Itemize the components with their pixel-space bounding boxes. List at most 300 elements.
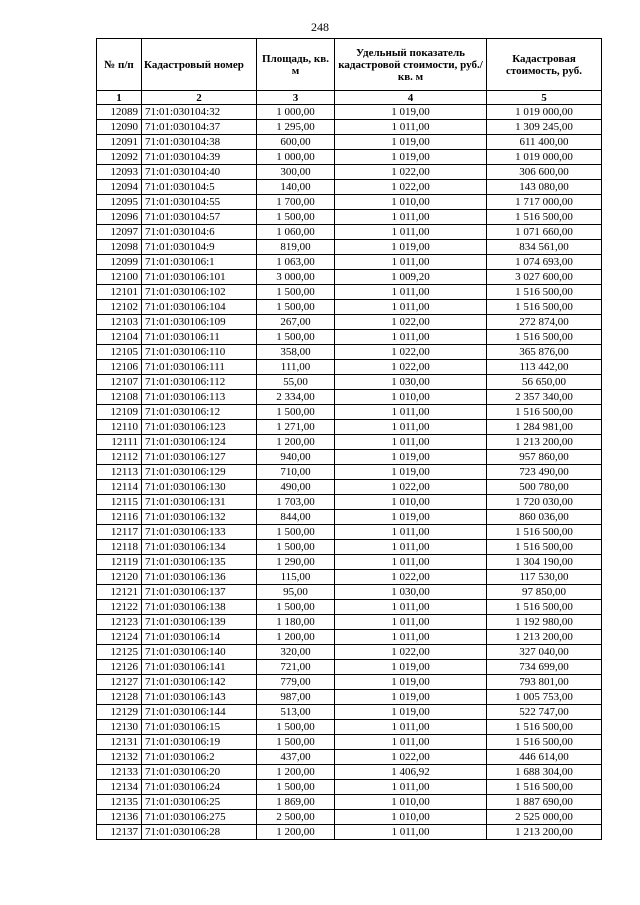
cell-cadastral-number: 71:01:030106:133 (142, 525, 257, 540)
cell-unit-rate: 1 010,00 (335, 390, 487, 405)
cell-area: 779,00 (257, 675, 335, 690)
cell-cadastral-value: 957 860,00 (487, 450, 602, 465)
cadastral-table (96, 38, 602, 840)
cell-index: 12131 (97, 735, 142, 750)
cell-index: 12098 (97, 240, 142, 255)
cell-cadastral-value: 1 516 500,00 (487, 525, 602, 540)
cell-index: 12117 (97, 525, 142, 540)
cell-unit-rate: 1 011,00 (335, 285, 487, 300)
page-number: 248 (311, 20, 329, 34)
cell-unit-rate: 1 011,00 (335, 255, 487, 270)
header-area: Площадь, кв. м (257, 39, 335, 91)
cell-unit-rate: 1 011,00 (335, 780, 487, 795)
cell-cadastral-number: 71:01:030106:28 (142, 825, 257, 840)
table-row (97, 645, 602, 660)
cell-unit-rate: 1 406,92 (335, 765, 487, 780)
cell-unit-rate: 1 022,00 (335, 750, 487, 765)
table-row (97, 705, 602, 720)
cell-area: 1 500,00 (257, 735, 335, 750)
cell-index: 12134 (97, 780, 142, 795)
cell-cadastral-number: 71:01:030104:57 (142, 210, 257, 225)
cell-unit-rate: 1 019,00 (335, 105, 487, 120)
cell-unit-rate: 1 011,00 (335, 615, 487, 630)
cell-area: 2 500,00 (257, 810, 335, 825)
cell-index: 12121 (97, 585, 142, 600)
cell-index: 12100 (97, 270, 142, 285)
cell-index: 12118 (97, 540, 142, 555)
cell-area: 1 200,00 (257, 765, 335, 780)
cell-unit-rate: 1 030,00 (335, 585, 487, 600)
cell-area: 1 500,00 (257, 405, 335, 420)
cell-unit-rate: 1 019,00 (335, 135, 487, 150)
cell-unit-rate: 1 019,00 (335, 150, 487, 165)
cell-cadastral-number: 71:01:030106:112 (142, 375, 257, 390)
cell-cadastral-value: 272 874,00 (487, 315, 602, 330)
column-number-row (97, 91, 602, 105)
cell-index: 12122 (97, 600, 142, 615)
table-row (97, 750, 602, 765)
cell-index: 12133 (97, 765, 142, 780)
cell-cadastral-value: 306 600,00 (487, 165, 602, 180)
cell-cadastral-value: 143 080,00 (487, 180, 602, 195)
cell-cadastral-value: 97 850,00 (487, 585, 602, 600)
cell-area: 320,00 (257, 645, 335, 660)
table-row (97, 795, 602, 810)
cell-area: 115,00 (257, 570, 335, 585)
cell-cadastral-number: 71:01:030104:55 (142, 195, 257, 210)
cell-cadastral-value: 1 516 500,00 (487, 780, 602, 795)
cell-area: 721,00 (257, 660, 335, 675)
cell-area: 1 500,00 (257, 285, 335, 300)
table-row (97, 135, 602, 150)
cell-cadastral-number: 71:01:030106:109 (142, 315, 257, 330)
cell-cadastral-value: 117 530,00 (487, 570, 602, 585)
cell-area: 1 500,00 (257, 330, 335, 345)
table-row (97, 465, 602, 480)
cell-cadastral-value: 1 516 500,00 (487, 405, 602, 420)
cell-cadastral-value: 1 019 000,00 (487, 105, 602, 120)
cell-cadastral-value: 1 074 693,00 (487, 255, 602, 270)
cell-cadastral-number: 71:01:030104:38 (142, 135, 257, 150)
cell-cadastral-value: 113 442,00 (487, 360, 602, 375)
cell-unit-rate: 1 019,00 (335, 660, 487, 675)
header-cadastral-value: Кадастровая стоимость, руб. (487, 39, 602, 91)
cell-cadastral-value: 1 717 000,00 (487, 195, 602, 210)
cell-index: 12116 (97, 510, 142, 525)
cell-cadastral-number: 71:01:030106:110 (142, 345, 257, 360)
cell-area: 940,00 (257, 450, 335, 465)
table-row (97, 240, 602, 255)
cell-unit-rate: 1 011,00 (335, 330, 487, 345)
cell-cadastral-value: 1 516 500,00 (487, 720, 602, 735)
cell-index: 12110 (97, 420, 142, 435)
table-row (97, 600, 602, 615)
table-row (97, 660, 602, 675)
cell-area: 987,00 (257, 690, 335, 705)
cell-cadastral-number: 71:01:030104:9 (142, 240, 257, 255)
cell-area: 513,00 (257, 705, 335, 720)
cell-cadastral-number: 71:01:030106:139 (142, 615, 257, 630)
cell-index: 12091 (97, 135, 142, 150)
cell-cadastral-value: 2 357 340,00 (487, 390, 602, 405)
cell-index: 12103 (97, 315, 142, 330)
table-row (97, 105, 602, 120)
cell-index: 12115 (97, 495, 142, 510)
cell-unit-rate: 1 011,00 (335, 735, 487, 750)
cell-cadastral-value: 2 525 000,00 (487, 810, 602, 825)
cell-cadastral-value: 1 887 690,00 (487, 795, 602, 810)
table-row (97, 330, 602, 345)
cell-cadastral-number: 71:01:030106:141 (142, 660, 257, 675)
cell-unit-rate: 1 019,00 (335, 510, 487, 525)
table-row (97, 165, 602, 180)
cell-area: 1 869,00 (257, 795, 335, 810)
cell-unit-rate: 1 022,00 (335, 345, 487, 360)
cell-index: 12101 (97, 285, 142, 300)
cell-unit-rate: 1 010,00 (335, 195, 487, 210)
cell-area: 55,00 (257, 375, 335, 390)
table-row (97, 270, 602, 285)
table-body (97, 105, 602, 840)
cell-unit-rate: 1 019,00 (335, 450, 487, 465)
cell-unit-rate: 1 011,00 (335, 405, 487, 420)
cell-area: 1 060,00 (257, 225, 335, 240)
cell-unit-rate: 1 019,00 (335, 690, 487, 705)
cell-unit-rate: 1 022,00 (335, 180, 487, 195)
cell-area: 1 200,00 (257, 825, 335, 840)
cell-area: 490,00 (257, 480, 335, 495)
column-number: 3 (257, 91, 335, 105)
table-row (97, 180, 602, 195)
cell-unit-rate: 1 019,00 (335, 465, 487, 480)
cell-index: 12112 (97, 450, 142, 465)
table-row (97, 390, 602, 405)
header-index: № п/п (97, 39, 142, 91)
cell-cadastral-number: 71:01:030106:101 (142, 270, 257, 285)
cell-index: 12090 (97, 120, 142, 135)
table-row (97, 630, 602, 645)
table-row (97, 570, 602, 585)
cell-cadastral-value: 1 192 980,00 (487, 615, 602, 630)
cell-area: 1 500,00 (257, 210, 335, 225)
table-row (97, 405, 602, 420)
cell-unit-rate: 1 011,00 (335, 300, 487, 315)
cell-cadastral-number: 71:01:030106:124 (142, 435, 257, 450)
table-row (97, 810, 602, 825)
cell-unit-rate: 1 011,00 (335, 600, 487, 615)
cell-unit-rate: 1 010,00 (335, 495, 487, 510)
cell-cadastral-number: 71:01:030106:132 (142, 510, 257, 525)
cell-cadastral-value: 522 747,00 (487, 705, 602, 720)
cell-unit-rate: 1 011,00 (335, 555, 487, 570)
cell-unit-rate: 1 011,00 (335, 825, 487, 840)
cell-cadastral-number: 71:01:030104:6 (142, 225, 257, 240)
cell-cadastral-number: 71:01:030106:24 (142, 780, 257, 795)
cell-unit-rate: 1 011,00 (335, 420, 487, 435)
cell-cadastral-value: 1 516 500,00 (487, 540, 602, 555)
cell-index: 12097 (97, 225, 142, 240)
table-row (97, 210, 602, 225)
cell-cadastral-number: 71:01:030106:15 (142, 720, 257, 735)
cell-area: 1 000,00 (257, 150, 335, 165)
cell-index: 12136 (97, 810, 142, 825)
cell-cadastral-number: 71:01:030106:123 (142, 420, 257, 435)
table-row (97, 690, 602, 705)
column-number: 1 (97, 91, 142, 105)
cell-index: 12108 (97, 390, 142, 405)
table-row (97, 285, 602, 300)
cell-index: 12089 (97, 105, 142, 120)
table-row (97, 765, 602, 780)
cell-index: 12093 (97, 165, 142, 180)
cell-cadastral-value: 1 284 981,00 (487, 420, 602, 435)
cell-cadastral-number: 71:01:030106:25 (142, 795, 257, 810)
cell-unit-rate: 1 011,00 (335, 225, 487, 240)
cell-unit-rate: 1 022,00 (335, 570, 487, 585)
cell-cadastral-number: 71:01:030106:19 (142, 735, 257, 750)
cell-cadastral-number: 71:01:030104:5 (142, 180, 257, 195)
cell-cadastral-value: 1 516 500,00 (487, 735, 602, 750)
cell-area: 1 063,00 (257, 255, 335, 270)
cell-index: 12135 (97, 795, 142, 810)
table-row (97, 195, 602, 210)
cell-cadastral-number: 71:01:030106:144 (142, 705, 257, 720)
cell-index: 12120 (97, 570, 142, 585)
cell-index: 12132 (97, 750, 142, 765)
cell-unit-rate: 1 019,00 (335, 675, 487, 690)
cell-cadastral-number: 71:01:030106:111 (142, 360, 257, 375)
cell-index: 12126 (97, 660, 142, 675)
cell-cadastral-number: 71:01:030106:2 (142, 750, 257, 765)
cell-cadastral-value: 1 516 500,00 (487, 330, 602, 345)
cell-cadastral-number: 71:01:030106:131 (142, 495, 257, 510)
cell-cadastral-number: 71:01:030106:127 (142, 450, 257, 465)
cell-unit-rate: 1 011,00 (335, 525, 487, 540)
cell-unit-rate: 1 022,00 (335, 480, 487, 495)
cell-area: 140,00 (257, 180, 335, 195)
cell-cadastral-value: 1 688 304,00 (487, 765, 602, 780)
cell-cadastral-number: 71:01:030106:140 (142, 645, 257, 660)
cell-index: 12125 (97, 645, 142, 660)
cell-cadastral-number: 71:01:030106:136 (142, 570, 257, 585)
cell-cadastral-number: 71:01:030104:37 (142, 120, 257, 135)
cell-cadastral-number: 71:01:030106:11 (142, 330, 257, 345)
cell-cadastral-value: 500 780,00 (487, 480, 602, 495)
cell-index: 12114 (97, 480, 142, 495)
cell-cadastral-number: 71:01:030106:104 (142, 300, 257, 315)
table-row (97, 495, 602, 510)
cell-area: 1 295,00 (257, 120, 335, 135)
cell-cadastral-value: 723 490,00 (487, 465, 602, 480)
cell-cadastral-value: 365 876,00 (487, 345, 602, 360)
cell-cadastral-number: 71:01:030106:134 (142, 540, 257, 555)
cell-unit-rate: 1 009,20 (335, 270, 487, 285)
cell-cadastral-value: 1 304 190,00 (487, 555, 602, 570)
cell-cadastral-number: 71:01:030106:130 (142, 480, 257, 495)
cell-index: 12107 (97, 375, 142, 390)
header-cadastral-number: Кадастровый номер (142, 39, 257, 91)
cell-unit-rate: 1 022,00 (335, 165, 487, 180)
cell-area: 2 334,00 (257, 390, 335, 405)
cell-unit-rate: 1 011,00 (335, 210, 487, 225)
cell-area: 1 500,00 (257, 720, 335, 735)
cell-area: 267,00 (257, 315, 335, 330)
cell-index: 12105 (97, 345, 142, 360)
cell-unit-rate: 1 019,00 (335, 240, 487, 255)
cell-index: 12096 (97, 210, 142, 225)
column-number: 4 (335, 91, 487, 105)
cell-cadastral-value: 1 516 500,00 (487, 600, 602, 615)
cell-unit-rate: 1 011,00 (335, 630, 487, 645)
cell-index: 12109 (97, 405, 142, 420)
table-row (97, 450, 602, 465)
cell-area: 600,00 (257, 135, 335, 150)
cell-unit-rate: 1 010,00 (335, 810, 487, 825)
cell-cadastral-value: 734 699,00 (487, 660, 602, 675)
cell-unit-rate: 1 011,00 (335, 720, 487, 735)
cell-area: 1 271,00 (257, 420, 335, 435)
column-number: 5 (487, 91, 602, 105)
cell-cadastral-number: 71:01:030106:12 (142, 405, 257, 420)
table-row (97, 555, 602, 570)
cell-index: 12111 (97, 435, 142, 450)
cell-cadastral-value: 611 400,00 (487, 135, 602, 150)
cell-index: 12130 (97, 720, 142, 735)
cell-area: 1 200,00 (257, 435, 335, 450)
cell-index: 12123 (97, 615, 142, 630)
cell-area: 111,00 (257, 360, 335, 375)
cell-unit-rate: 1 022,00 (335, 315, 487, 330)
table-row (97, 120, 602, 135)
header-unit-rate: Удельный показатель кадастровой стоимости, руб./кв. м (335, 39, 487, 91)
table-row (97, 255, 602, 270)
cell-cadastral-number: 71:01:030106:20 (142, 765, 257, 780)
table-row (97, 225, 602, 240)
cell-cadastral-value: 1 213 200,00 (487, 825, 602, 840)
cell-area: 358,00 (257, 345, 335, 360)
table-row (97, 360, 602, 375)
cell-unit-rate: 1 011,00 (335, 540, 487, 555)
cell-area: 1 500,00 (257, 525, 335, 540)
cell-area: 1 500,00 (257, 540, 335, 555)
cell-unit-rate: 1 022,00 (335, 645, 487, 660)
cell-cadastral-number: 71:01:030106:113 (142, 390, 257, 405)
cell-cadastral-value: 1 516 500,00 (487, 300, 602, 315)
cell-area: 437,00 (257, 750, 335, 765)
column-number: 2 (142, 91, 257, 105)
cell-index: 12106 (97, 360, 142, 375)
table-row (97, 150, 602, 165)
cell-cadastral-value: 1 005 753,00 (487, 690, 602, 705)
cell-area: 1 500,00 (257, 300, 335, 315)
cell-area: 1 500,00 (257, 600, 335, 615)
table-row (97, 735, 602, 750)
cell-cadastral-number: 71:01:030106:142 (142, 675, 257, 690)
cell-area: 1 500,00 (257, 780, 335, 795)
cell-area: 1 000,00 (257, 105, 335, 120)
cell-cadastral-value: 56 650,00 (487, 375, 602, 390)
cell-cadastral-value: 1 720 030,00 (487, 495, 602, 510)
cell-area: 819,00 (257, 240, 335, 255)
cell-cadastral-number: 71:01:030106:138 (142, 600, 257, 615)
cell-cadastral-number: 71:01:030106:102 (142, 285, 257, 300)
cell-cadastral-value: 1 516 500,00 (487, 210, 602, 225)
cell-unit-rate: 1 030,00 (335, 375, 487, 390)
cell-cadastral-number: 71:01:030104:32 (142, 105, 257, 120)
cell-cadastral-value: 1 019 000,00 (487, 150, 602, 165)
cell-unit-rate: 1 022,00 (335, 360, 487, 375)
cell-index: 12124 (97, 630, 142, 645)
cell-unit-rate: 1 019,00 (335, 705, 487, 720)
cell-area: 1 180,00 (257, 615, 335, 630)
cell-cadastral-number: 71:01:030106:137 (142, 585, 257, 600)
table-row (97, 480, 602, 495)
cell-area: 844,00 (257, 510, 335, 525)
table-row (97, 540, 602, 555)
table-row (97, 345, 602, 360)
table-row (97, 510, 602, 525)
cell-index: 12094 (97, 180, 142, 195)
cell-area: 1 200,00 (257, 630, 335, 645)
cell-unit-rate: 1 010,00 (335, 795, 487, 810)
cell-area: 1 290,00 (257, 555, 335, 570)
cell-cadastral-number: 71:01:030106:275 (142, 810, 257, 825)
cell-cadastral-value: 834 561,00 (487, 240, 602, 255)
cell-index: 12092 (97, 150, 142, 165)
cell-area: 3 000,00 (257, 270, 335, 285)
cell-index: 12095 (97, 195, 142, 210)
cell-unit-rate: 1 011,00 (335, 120, 487, 135)
cell-unit-rate: 1 011,00 (335, 435, 487, 450)
table-row (97, 375, 602, 390)
cell-index: 12119 (97, 555, 142, 570)
cell-index: 12102 (97, 300, 142, 315)
header-row (97, 39, 602, 91)
cell-cadastral-value: 860 036,00 (487, 510, 602, 525)
cell-cadastral-value: 1 213 200,00 (487, 630, 602, 645)
cell-area: 1 700,00 (257, 195, 335, 210)
table-row (97, 675, 602, 690)
table-row (97, 300, 602, 315)
table-row (97, 525, 602, 540)
cell-area: 300,00 (257, 165, 335, 180)
cell-index: 12104 (97, 330, 142, 345)
table-row (97, 720, 602, 735)
table-row (97, 585, 602, 600)
cell-area: 95,00 (257, 585, 335, 600)
table-row (97, 780, 602, 795)
cell-cadastral-number: 71:01:030106:1 (142, 255, 257, 270)
cell-area: 1 703,00 (257, 495, 335, 510)
cell-cadastral-value: 1 213 200,00 (487, 435, 602, 450)
cell-cadastral-value: 1 516 500,00 (487, 285, 602, 300)
cell-cadastral-value: 327 040,00 (487, 645, 602, 660)
cell-index: 12127 (97, 675, 142, 690)
cell-index: 12137 (97, 825, 142, 840)
cell-cadastral-number: 71:01:030106:143 (142, 690, 257, 705)
cell-cadastral-number: 71:01:030104:39 (142, 150, 257, 165)
table-row (97, 435, 602, 450)
cell-cadastral-number: 71:01:030104:40 (142, 165, 257, 180)
cell-cadastral-number: 71:01:030106:14 (142, 630, 257, 645)
cell-cadastral-value: 793 801,00 (487, 675, 602, 690)
cell-cadastral-value: 1 309 245,00 (487, 120, 602, 135)
cell-index: 12129 (97, 705, 142, 720)
cell-cadastral-number: 71:01:030106:129 (142, 465, 257, 480)
table-row (97, 420, 602, 435)
table-row (97, 825, 602, 840)
cell-cadastral-value: 3 027 600,00 (487, 270, 602, 285)
